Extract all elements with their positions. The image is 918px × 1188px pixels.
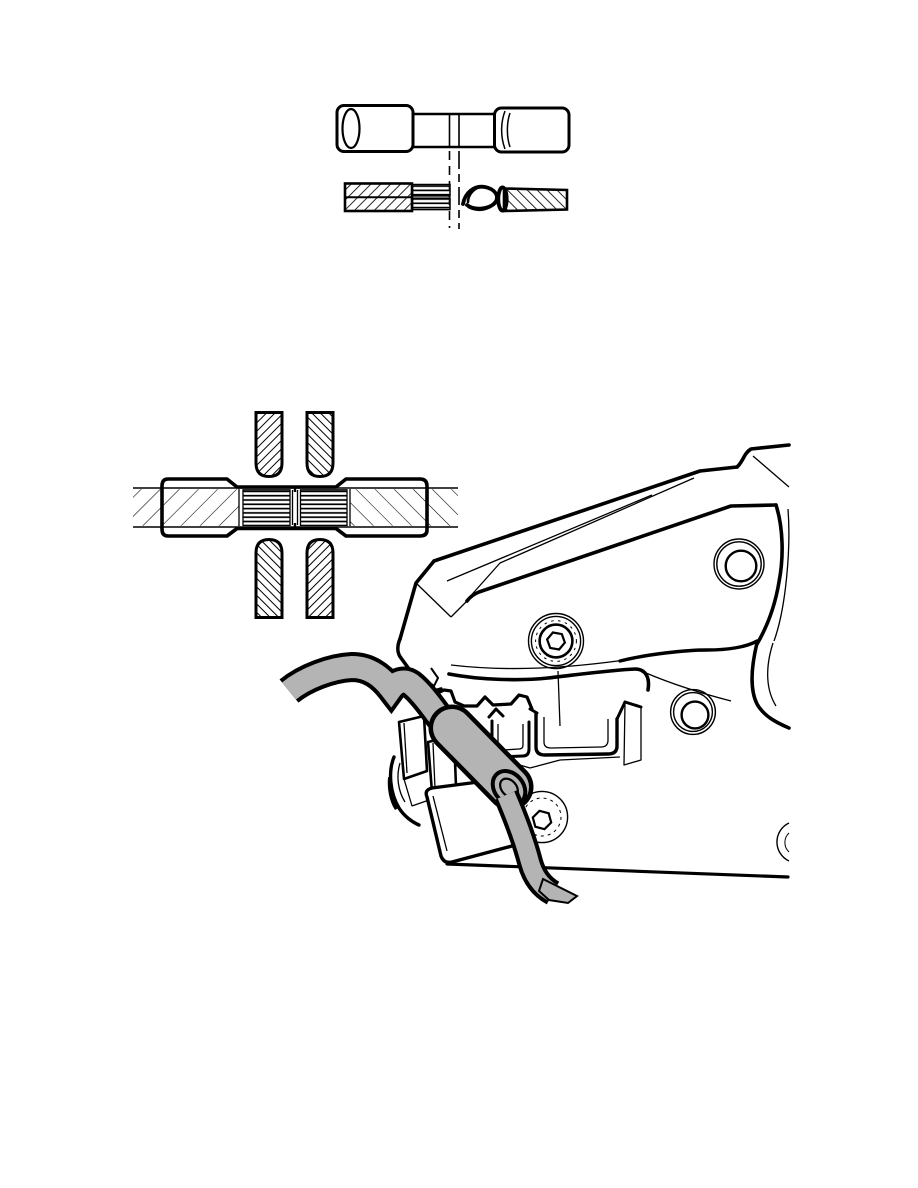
socket-screw-rear xyxy=(714,539,764,589)
connector-right-barrel xyxy=(495,108,570,152)
upper-die-left xyxy=(256,413,282,477)
stripped-strands-top xyxy=(413,185,451,196)
lower-die-left xyxy=(256,540,282,618)
connector-neck xyxy=(413,114,496,147)
left-conductor-strands xyxy=(243,490,290,526)
socket-screw-front xyxy=(529,614,584,669)
jaw-right-edge xyxy=(757,505,782,644)
right-insulation-section xyxy=(350,489,458,526)
frame-top-edge xyxy=(620,641,757,661)
stripped-strands-bottom xyxy=(413,198,451,209)
frame-bottom-edge xyxy=(447,864,788,877)
frame-bolt xyxy=(671,690,716,735)
frame-front-curve xyxy=(752,643,789,728)
jaw-left-bevel xyxy=(400,561,434,639)
right-wire-insulation xyxy=(504,189,567,212)
handle-top-edge xyxy=(737,445,789,467)
left-wire-pair xyxy=(345,184,450,212)
hex-socket xyxy=(533,811,551,829)
right-conductor-strands xyxy=(301,490,348,526)
right-wire xyxy=(463,187,567,211)
left-insulation-section xyxy=(133,489,239,526)
connector-center-seam xyxy=(450,114,460,147)
upper-die-right xyxy=(307,413,333,477)
clipped-bolt-arc xyxy=(777,823,789,861)
butt-connector-figure xyxy=(337,106,569,230)
cross-section-figure xyxy=(133,413,458,618)
jaw-bottom-edge xyxy=(449,669,649,690)
lower-die-right xyxy=(307,540,333,618)
connector-left-barrel xyxy=(337,106,413,152)
jaw-top-edge xyxy=(434,467,737,561)
butt-joint-gap xyxy=(293,490,298,525)
die-block-right-face xyxy=(624,702,641,765)
tool-upper-jaw xyxy=(398,445,789,726)
hex-socket xyxy=(547,633,565,650)
die-post-front-left xyxy=(399,716,427,779)
large-crimp-nest xyxy=(536,713,617,755)
